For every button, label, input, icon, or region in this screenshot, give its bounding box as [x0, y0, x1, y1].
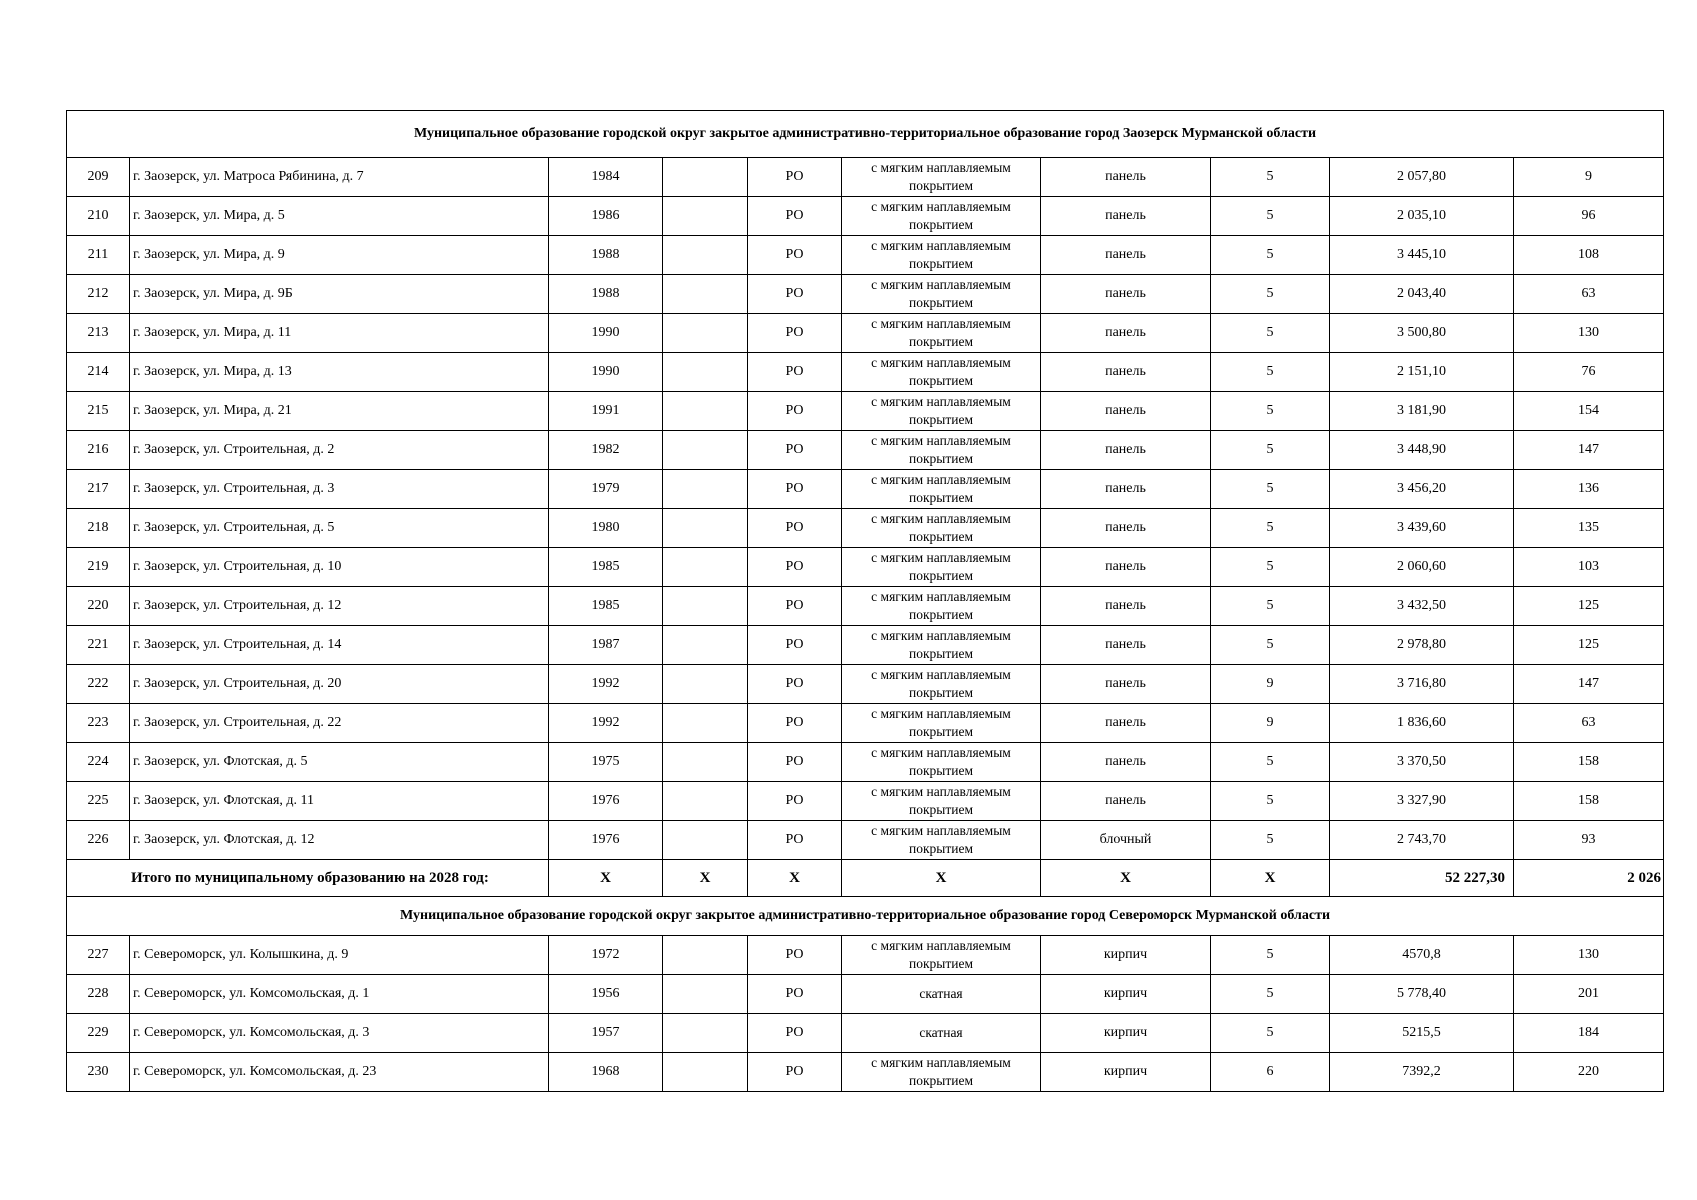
area-cell: 3 327,90: [1330, 782, 1514, 821]
address-cell: г. Заозерск, ул. Строительная, д. 10: [130, 548, 549, 587]
floors-cell: 9: [1211, 704, 1330, 743]
floors-cell: 5: [1211, 548, 1330, 587]
total-x-mark: Х: [663, 860, 748, 897]
floors-cell: 6: [1211, 1053, 1330, 1092]
year-cell: 1986: [549, 197, 663, 236]
table-row: [67, 470, 1664, 509]
blank-cell: [663, 314, 748, 353]
table-row: [67, 1014, 1664, 1053]
roof-type-line: с мягким наплавляемым: [871, 238, 1011, 253]
ro-cell: РО: [748, 936, 842, 975]
wall-material-cell: панель: [1041, 197, 1211, 236]
residents-cell: 130: [1514, 936, 1664, 975]
roof-type-line: скатная: [919, 986, 963, 1001]
row-number: 213: [67, 314, 130, 353]
residents-cell: 63: [1514, 275, 1664, 314]
roof-type-cell: [842, 587, 1041, 626]
wall-material-cell: панель: [1041, 158, 1211, 197]
floors-cell: 5: [1211, 236, 1330, 275]
ro-cell: РО: [748, 158, 842, 197]
roof-type-cell: [842, 821, 1041, 860]
table-row: [67, 587, 1664, 626]
blank-cell: [663, 509, 748, 548]
address-cell: г. Заозерск, ул. Строительная, д. 14: [130, 626, 549, 665]
residents-cell: 125: [1514, 626, 1664, 665]
residents-cell: 135: [1514, 509, 1664, 548]
address-cell: г. Североморск, ул. Колышкина, д. 9: [130, 936, 549, 975]
total-row: [67, 860, 1664, 897]
wall-material-cell: панель: [1041, 587, 1211, 626]
year-cell: 1984: [549, 158, 663, 197]
roof-type-line: покрытием: [908, 802, 973, 817]
address-cell: г. Заозерск, ул. Мира, д. 13: [130, 353, 549, 392]
floors-cell: 5: [1211, 275, 1330, 314]
year-cell: 1982: [549, 431, 663, 470]
wall-material-cell: кирпич: [1041, 1014, 1211, 1053]
table-row: [67, 704, 1664, 743]
row-number: 217: [67, 470, 130, 509]
roof-type-cell: [842, 665, 1041, 704]
year-cell: 1968: [549, 1053, 663, 1092]
row-number: 224: [67, 743, 130, 782]
row-number: 216: [67, 431, 130, 470]
address-cell: г. Заозерск, ул. Мира, д. 9: [130, 236, 549, 275]
roof-type-line: покрытием: [908, 841, 973, 856]
year-cell: 1990: [549, 314, 663, 353]
area-cell: 3 716,80: [1330, 665, 1514, 704]
row-number: 230: [67, 1053, 130, 1092]
wall-material-cell: панель: [1041, 470, 1211, 509]
residents-cell: 76: [1514, 353, 1664, 392]
year-cell: 1985: [549, 548, 663, 587]
roof-type-cell: [842, 509, 1041, 548]
area-cell: 5215,5: [1330, 1014, 1514, 1053]
ro-cell: РО: [748, 704, 842, 743]
roof-type-line: с мягким наплавляемым: [871, 628, 1011, 643]
ro-cell: РО: [748, 431, 842, 470]
ro-cell: РО: [748, 275, 842, 314]
wall-material-cell: панель: [1041, 743, 1211, 782]
area-cell: 3 445,10: [1330, 236, 1514, 275]
table-row: [67, 626, 1664, 665]
residents-cell: 158: [1514, 743, 1664, 782]
address-cell: г. Заозерск, ул. Строительная, д. 20: [130, 665, 549, 704]
area-cell: 3 448,90: [1330, 431, 1514, 470]
roof-type-cell: [842, 1053, 1041, 1092]
blank-cell: [663, 470, 748, 509]
residents-cell: 154: [1514, 392, 1664, 431]
wall-material-cell: кирпич: [1041, 975, 1211, 1014]
year-cell: 1976: [549, 821, 663, 860]
ro-cell: РО: [748, 314, 842, 353]
roof-type-line: покрытием: [908, 763, 973, 778]
blank-cell: [663, 197, 748, 236]
roof-type-cell: [842, 548, 1041, 587]
row-number: 210: [67, 197, 130, 236]
year-cell: 1985: [549, 587, 663, 626]
wall-material-cell: панель: [1041, 782, 1211, 821]
wall-material-cell: панель: [1041, 275, 1211, 314]
roof-type-line: покрытием: [908, 490, 973, 505]
table-row: [67, 821, 1664, 860]
housing-table: [66, 110, 1664, 1092]
residents-cell: 93: [1514, 821, 1664, 860]
row-number: 226: [67, 821, 130, 860]
year-cell: 1991: [549, 392, 663, 431]
row-number: 222: [67, 665, 130, 704]
roof-type-line: покрытием: [908, 529, 973, 544]
area-cell: 3 439,60: [1330, 509, 1514, 548]
address-cell: г. Заозерск, ул. Флотская, д. 11: [130, 782, 549, 821]
wall-material-cell: панель: [1041, 431, 1211, 470]
area-cell: 3 500,80: [1330, 314, 1514, 353]
floors-cell: 5: [1211, 936, 1330, 975]
floors-cell: 5: [1211, 197, 1330, 236]
roof-type-line: с мягким наплавляемым: [871, 511, 1011, 526]
address-cell: г. Североморск, ул. Комсомольская, д. 1: [130, 975, 549, 1014]
table-row: [67, 509, 1664, 548]
roof-type-line: покрытием: [908, 373, 973, 388]
roof-type-cell: [842, 704, 1041, 743]
table-row: [67, 275, 1664, 314]
wall-material-cell: панель: [1041, 314, 1211, 353]
table-row: [67, 665, 1664, 704]
row-number: 227: [67, 936, 130, 975]
area-cell: 2 043,40: [1330, 275, 1514, 314]
residents-cell: 103: [1514, 548, 1664, 587]
residents-cell: 136: [1514, 470, 1664, 509]
roof-type-line: покрытием: [908, 217, 973, 232]
row-number: 225: [67, 782, 130, 821]
wall-material-cell: кирпич: [1041, 1053, 1211, 1092]
floors-cell: 5: [1211, 431, 1330, 470]
blank-cell: [663, 431, 748, 470]
blank-cell: [663, 392, 748, 431]
residents-cell: 125: [1514, 587, 1664, 626]
area-cell: 2 151,10: [1330, 353, 1514, 392]
floors-cell: 5: [1211, 314, 1330, 353]
row-number: 219: [67, 548, 130, 587]
roof-type-cell: [842, 743, 1041, 782]
blank-cell: [663, 353, 748, 392]
wall-material-cell: панель: [1041, 626, 1211, 665]
year-cell: 1956: [549, 975, 663, 1014]
table-row: [67, 431, 1664, 470]
roof-type-line: с мягким наплавляемым: [871, 394, 1011, 409]
section-title: Муниципальное образование городской округ закрытое административно-территориальное образование город Заозерск Мурманской области: [67, 111, 1664, 158]
address-cell: г. Заозерск, ул. Строительная, д. 3: [130, 470, 549, 509]
ro-cell: РО: [748, 392, 842, 431]
total-area: 52 227,30: [1330, 860, 1514, 897]
address-cell: г. Заозерск, ул. Строительная, д. 12: [130, 587, 549, 626]
roof-type-line: покрытием: [908, 256, 973, 271]
roof-type-cell: [842, 936, 1041, 975]
roof-type-line: покрытием: [908, 178, 973, 193]
roof-type-cell: [842, 197, 1041, 236]
table-row: [67, 353, 1664, 392]
residents-cell: 108: [1514, 236, 1664, 275]
residents-cell: 147: [1514, 431, 1664, 470]
row-number: 211: [67, 236, 130, 275]
ro-cell: РО: [748, 1014, 842, 1053]
year-cell: 1987: [549, 626, 663, 665]
residents-cell: 147: [1514, 665, 1664, 704]
roof-type-cell: [842, 236, 1041, 275]
wall-material-cell: панель: [1041, 509, 1211, 548]
area-cell: 5 778,40: [1330, 975, 1514, 1014]
table-row: [67, 975, 1664, 1014]
year-cell: 1976: [549, 782, 663, 821]
blank-cell: [663, 158, 748, 197]
residents-cell: 220: [1514, 1053, 1664, 1092]
year-cell: 1990: [549, 353, 663, 392]
table-row: [67, 236, 1664, 275]
row-number: 223: [67, 704, 130, 743]
area-cell: 7392,2: [1330, 1053, 1514, 1092]
total-x-mark: Х: [748, 860, 842, 897]
address-cell: г. Заозерск, ул. Строительная, д. 5: [130, 509, 549, 548]
floors-cell: 9: [1211, 665, 1330, 704]
area-cell: 2 743,70: [1330, 821, 1514, 860]
section-title: Муниципальное образование городской округ закрытое административно-территориальное образование город Североморск Мурманской области: [67, 897, 1664, 936]
ro-cell: РО: [748, 782, 842, 821]
table-row: [67, 743, 1664, 782]
area-cell: 2 060,60: [1330, 548, 1514, 587]
area-cell: 3 456,20: [1330, 470, 1514, 509]
residents-cell: 158: [1514, 782, 1664, 821]
roof-type-cell: [842, 158, 1041, 197]
roof-type-cell: [842, 782, 1041, 821]
ro-cell: РО: [748, 470, 842, 509]
roof-type-cell: [842, 1014, 1041, 1053]
table-row: [67, 158, 1664, 197]
roof-type-line: с мягким наплавляемым: [871, 277, 1011, 292]
ro-cell: РО: [748, 1053, 842, 1092]
address-cell: г. Заозерск, ул. Мира, д. 11: [130, 314, 549, 353]
residents-cell: 184: [1514, 1014, 1664, 1053]
roof-type-cell: [842, 353, 1041, 392]
roof-type-line: с мягким наплавляемым: [871, 433, 1011, 448]
blank-cell: [663, 936, 748, 975]
wall-material-cell: блочный: [1041, 821, 1211, 860]
roof-type-line: с мягким наплавляемым: [871, 160, 1011, 175]
address-cell: г. Заозерск, ул. Мира, д. 5: [130, 197, 549, 236]
table-row: [67, 314, 1664, 353]
roof-type-line: с мягким наплавляемым: [871, 667, 1011, 682]
floors-cell: 5: [1211, 743, 1330, 782]
floors-cell: 5: [1211, 975, 1330, 1014]
residents-cell: 201: [1514, 975, 1664, 1014]
section-header-row: [67, 111, 1664, 158]
floors-cell: 5: [1211, 509, 1330, 548]
year-cell: 1972: [549, 936, 663, 975]
floors-cell: 5: [1211, 470, 1330, 509]
ro-cell: РО: [748, 509, 842, 548]
wall-material-cell: кирпич: [1041, 936, 1211, 975]
ro-cell: РО: [748, 665, 842, 704]
wall-material-cell: панель: [1041, 665, 1211, 704]
area-cell: 3 432,50: [1330, 587, 1514, 626]
roof-type-cell: [842, 470, 1041, 509]
year-cell: 1979: [549, 470, 663, 509]
floors-cell: 5: [1211, 158, 1330, 197]
total-x-mark: Х: [842, 860, 1041, 897]
roof-type-line: с мягким наплавляемым: [871, 355, 1011, 370]
floors-cell: 5: [1211, 392, 1330, 431]
roof-type-line: с мягким наплавляемым: [871, 472, 1011, 487]
row-number: 212: [67, 275, 130, 314]
roof-type-cell: [842, 431, 1041, 470]
area-cell: 2 035,10: [1330, 197, 1514, 236]
roof-type-line: с мягким наплавляемым: [871, 745, 1011, 760]
ro-cell: РО: [748, 626, 842, 665]
blank-cell: [663, 704, 748, 743]
year-cell: 1988: [549, 275, 663, 314]
blank-cell: [663, 1053, 748, 1092]
total-residents: 2 026: [1514, 860, 1664, 897]
ro-cell: РО: [748, 236, 842, 275]
floors-cell: 5: [1211, 353, 1330, 392]
wall-material-cell: панель: [1041, 548, 1211, 587]
address-cell: г. Заозерск, ул. Строительная, д. 2: [130, 431, 549, 470]
roof-type-line: с мягким наплавляемым: [871, 706, 1011, 721]
year-cell: 1992: [549, 665, 663, 704]
address-cell: г. Заозерск, ул. Строительная, д. 22: [130, 704, 549, 743]
address-cell: г. Североморск, ул. Комсомольская, д. 3: [130, 1014, 549, 1053]
roof-type-line: с мягким наплавляемым: [871, 938, 1011, 953]
row-number: 220: [67, 587, 130, 626]
total-x-mark: Х: [1041, 860, 1211, 897]
blank-cell: [663, 626, 748, 665]
row-number: 215: [67, 392, 130, 431]
floors-cell: 5: [1211, 626, 1330, 665]
residents-cell: 9: [1514, 158, 1664, 197]
blank-cell: [663, 975, 748, 1014]
ro-cell: РО: [748, 743, 842, 782]
wall-material-cell: панель: [1041, 236, 1211, 275]
roof-type-cell: [842, 314, 1041, 353]
roof-type-line: покрытием: [908, 1073, 973, 1088]
roof-type-line: скатная: [919, 1025, 963, 1040]
row-number: 229: [67, 1014, 130, 1053]
area-cell: 2 978,80: [1330, 626, 1514, 665]
total-label: Итого по муниципальному образованию на 2028 год:: [67, 860, 549, 897]
roof-type-line: покрытием: [908, 646, 973, 661]
area-cell: 1 836,60: [1330, 704, 1514, 743]
roof-type-line: с мягким наплавляемым: [871, 316, 1011, 331]
row-number: 228: [67, 975, 130, 1014]
ro-cell: РО: [748, 821, 842, 860]
table-row: [67, 392, 1664, 431]
row-number: 218: [67, 509, 130, 548]
wall-material-cell: панель: [1041, 353, 1211, 392]
address-cell: г. Заозерск, ул. Матроса Рябинина, д. 7: [130, 158, 549, 197]
table-row: [67, 936, 1664, 975]
floors-cell: 5: [1211, 782, 1330, 821]
ro-cell: РО: [748, 548, 842, 587]
table-row: [67, 1053, 1664, 1092]
area-cell: 4570,8: [1330, 936, 1514, 975]
blank-cell: [663, 743, 748, 782]
wall-material-cell: панель: [1041, 704, 1211, 743]
year-cell: 1957: [549, 1014, 663, 1053]
blank-cell: [663, 665, 748, 704]
blank-cell: [663, 236, 748, 275]
roof-type-line: с мягким наплавляемым: [871, 1055, 1011, 1070]
roof-type-line: покрытием: [908, 956, 973, 971]
row-number: 209: [67, 158, 130, 197]
residents-cell: 130: [1514, 314, 1664, 353]
roof-type-line: с мягким наплавляемым: [871, 550, 1011, 565]
ro-cell: РО: [748, 353, 842, 392]
blank-cell: [663, 821, 748, 860]
year-cell: 1992: [549, 704, 663, 743]
blank-cell: [663, 782, 748, 821]
wall-material-cell: панель: [1041, 392, 1211, 431]
blank-cell: [663, 548, 748, 587]
blank-cell: [663, 1014, 748, 1053]
residents-cell: 96: [1514, 197, 1664, 236]
total-x-mark: Х: [1211, 860, 1330, 897]
area-cell: 2 057,80: [1330, 158, 1514, 197]
residents-cell: 63: [1514, 704, 1664, 743]
address-cell: г. Заозерск, ул. Мира, д. 21: [130, 392, 549, 431]
roof-type-line: покрытием: [908, 685, 973, 700]
total-x-mark: Х: [549, 860, 663, 897]
ro-cell: РО: [748, 587, 842, 626]
roof-type-line: покрытием: [908, 334, 973, 349]
roof-type-line: с мягким наплавляемым: [871, 589, 1011, 604]
floors-cell: 5: [1211, 587, 1330, 626]
table-row: [67, 782, 1664, 821]
blank-cell: [663, 587, 748, 626]
floors-cell: 5: [1211, 821, 1330, 860]
roof-type-line: покрытием: [908, 568, 973, 583]
roof-type-cell: [842, 626, 1041, 665]
ro-cell: РО: [748, 197, 842, 236]
roof-type-cell: [842, 275, 1041, 314]
address-cell: г. Североморск, ул. Комсомольская, д. 23: [130, 1053, 549, 1092]
roof-type-line: с мягким наплавляемым: [871, 199, 1011, 214]
roof-type-line: с мягким наплавляемым: [871, 784, 1011, 799]
year-cell: 1988: [549, 236, 663, 275]
row-number: 221: [67, 626, 130, 665]
roof-type-line: покрытием: [908, 451, 973, 466]
address-cell: г. Заозерск, ул. Флотская, д. 5: [130, 743, 549, 782]
roof-type-cell: [842, 975, 1041, 1014]
roof-type-cell: [842, 392, 1041, 431]
roof-type-line: покрытием: [908, 295, 973, 310]
year-cell: 1980: [549, 509, 663, 548]
ro-cell: РО: [748, 975, 842, 1014]
table-row: [67, 197, 1664, 236]
section-header-row: [67, 897, 1664, 936]
roof-type-line: покрытием: [908, 607, 973, 622]
table-row: [67, 548, 1664, 587]
row-number: 214: [67, 353, 130, 392]
area-cell: 3 370,50: [1330, 743, 1514, 782]
address-cell: г. Заозерск, ул. Мира, д. 9Б: [130, 275, 549, 314]
blank-cell: [663, 275, 748, 314]
year-cell: 1975: [549, 743, 663, 782]
roof-type-line: покрытием: [908, 412, 973, 427]
roof-type-line: покрытием: [908, 724, 973, 739]
area-cell: 3 181,90: [1330, 392, 1514, 431]
floors-cell: 5: [1211, 1014, 1330, 1053]
roof-type-line: с мягким наплавляемым: [871, 823, 1011, 838]
address-cell: г. Заозерск, ул. Флотская, д. 12: [130, 821, 549, 860]
